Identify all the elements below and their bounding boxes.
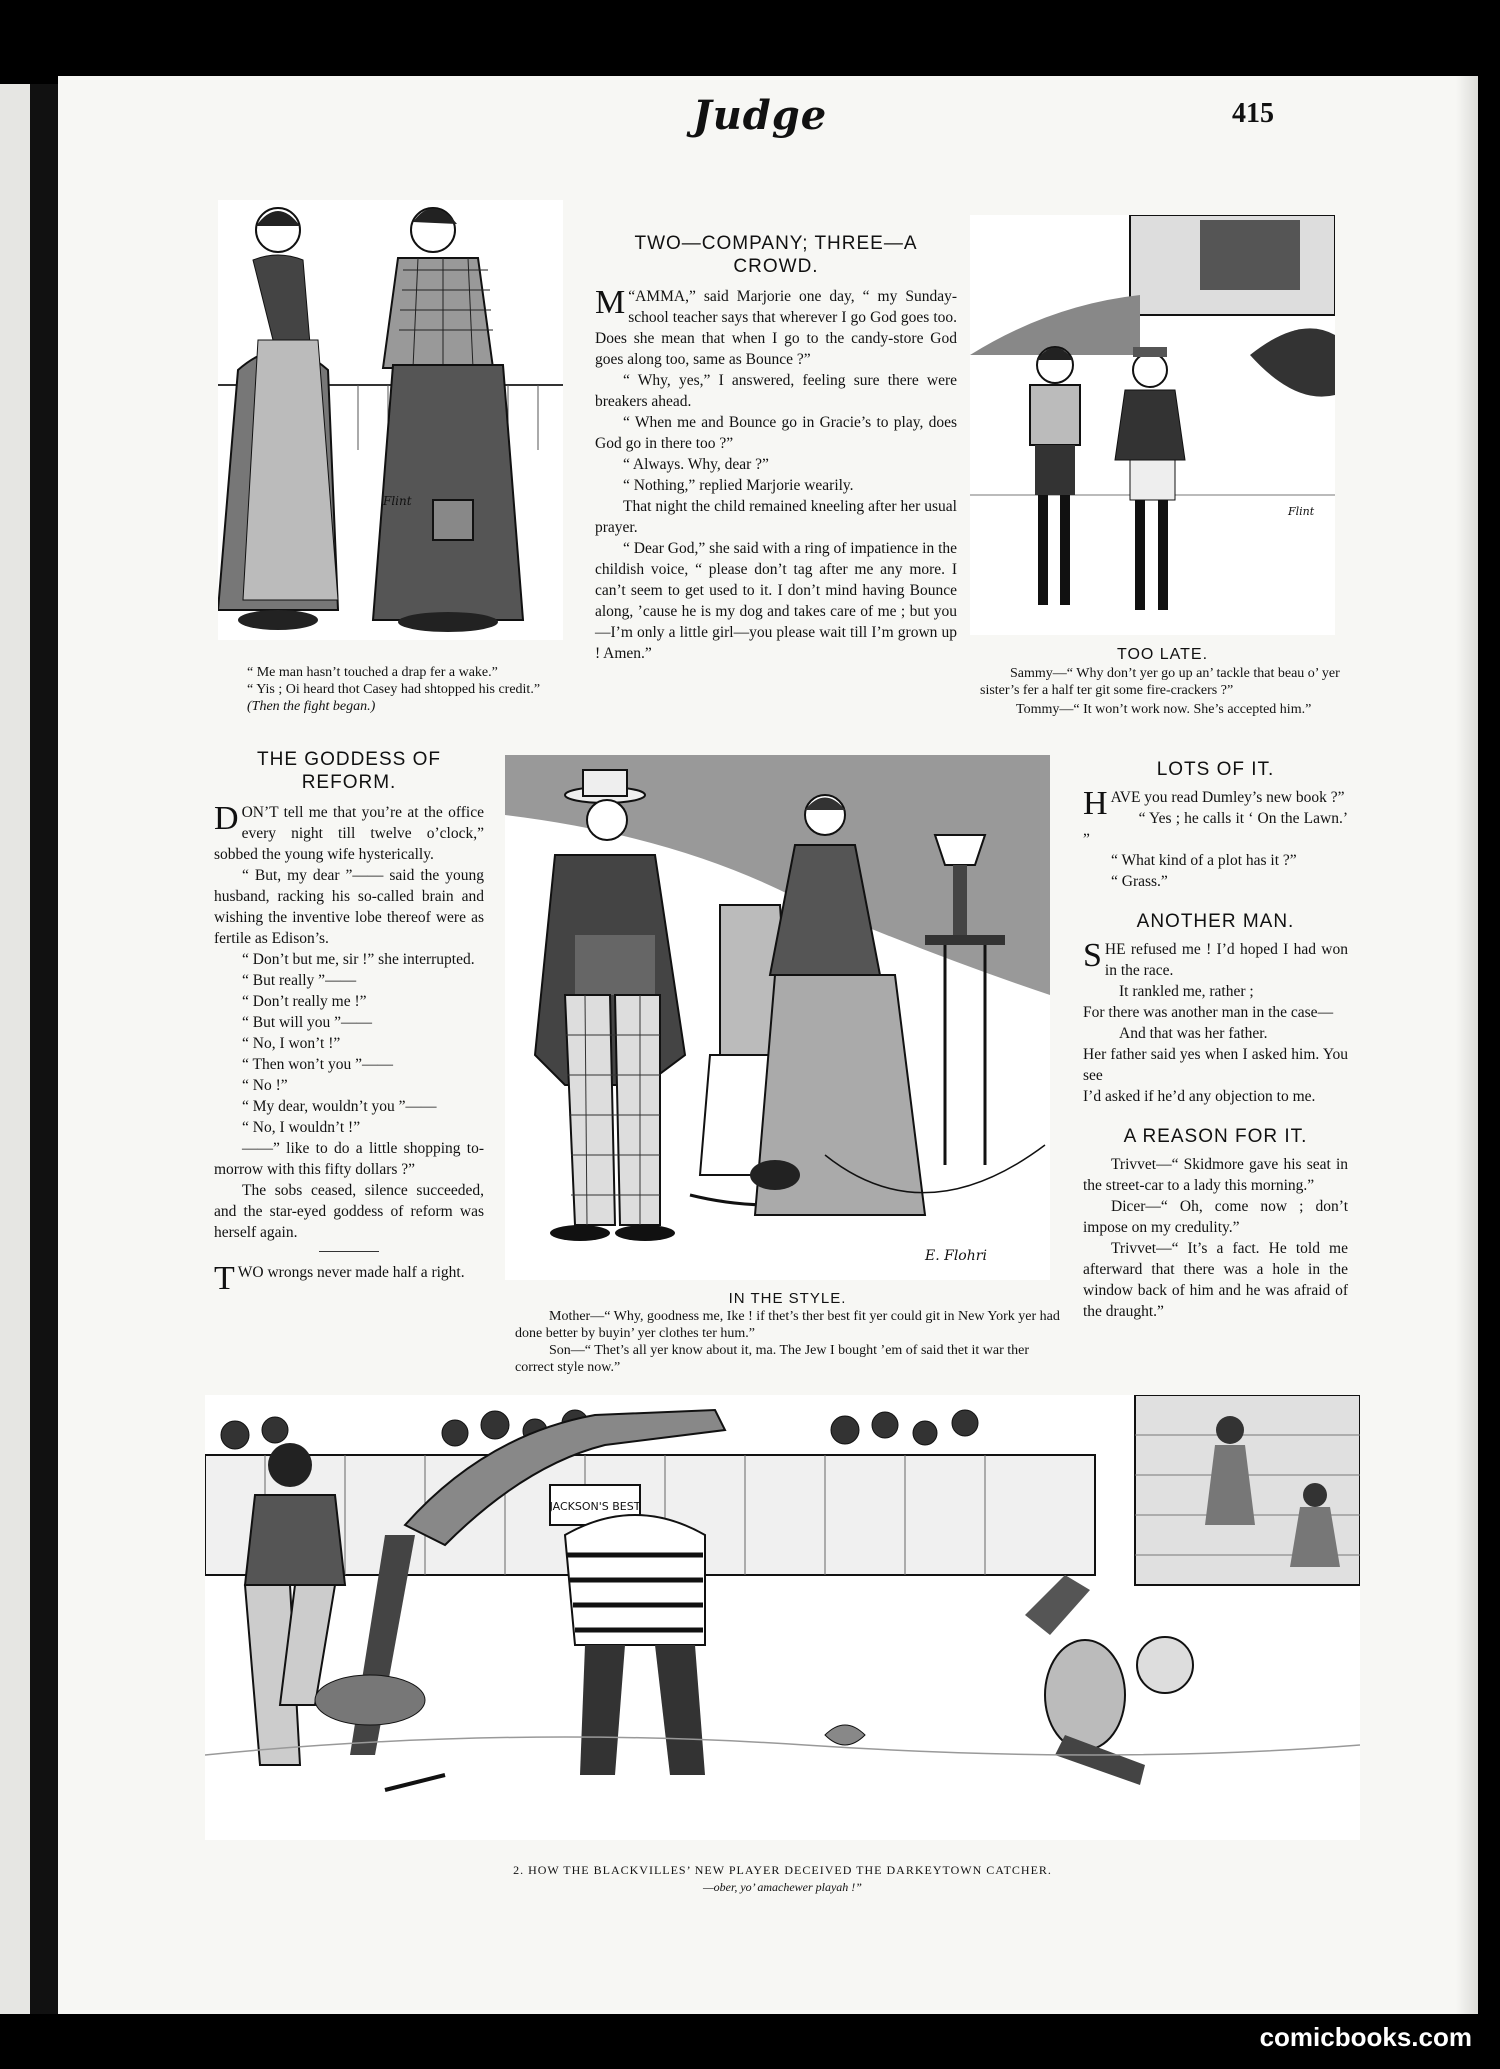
two-boys-cartoon [970, 215, 1335, 635]
poem-line: I’d asked if he’d any objection to me. [1083, 1088, 1316, 1105]
lots-of-it-title: LOTS OF IT. [1156, 759, 1275, 780]
poem-line: For there was another man in the case— [1083, 1004, 1334, 1021]
lots-of-it-paragraph: HAVE you read Dumley’s new book ?” [1083, 785, 1345, 822]
jacksons-best-sign: JACKSON'S BEST [549, 1500, 641, 1513]
baseball-illustration [205, 1395, 1360, 1840]
too-late-line: Sammy—“ Why don’t yer go up an’ tackle that beau o’ yer sister’s fer a half ter git some fire-crackers ?” [980, 666, 1340, 698]
dropcap: H [1083, 785, 1108, 822]
in-the-style-line: Son—“ Thet’s all yer know about it, ma. The Jew I bought ’em of said thet it war ther correct style now.” [515, 1343, 1030, 1375]
poem-line: SHE refused me ! I’d hoped I had won in the race. [1083, 937, 1348, 979]
goddess-paragraph: “ Then won’t you ”—— [242, 1056, 393, 1073]
baseball-cartoon [205, 1395, 1360, 1840]
reason-paragraph: Dicer—“ Oh, come now ; don’t impose on my credulity.” [1083, 1198, 1348, 1236]
scan-binding-shadow [30, 84, 58, 2014]
goddess-paragraph: “ But, my dear ”—— said the young husband, racking his so-called brain and wishing the inventive lobe thereof were as fertile as Edison’s. [214, 867, 484, 947]
goddess-article [214, 748, 484, 1297]
dropcap: D [214, 800, 239, 837]
section-divider [319, 1251, 379, 1252]
in-the-style-title: IN THE STYLE. [728, 1290, 847, 1307]
two-company-paragraph: M “AMMA,” said Marjorie one day, “ my Sunday-school teacher says that wherever I go God goes too. Does she mean that when I go to the candy-store God goes along too, same as Bounce ?” [595, 284, 957, 368]
two-company-paragraph: “ Always. Why, dear ?” [623, 456, 769, 473]
goddess-paragraph: “ No, I wouldn’t !” [242, 1119, 361, 1136]
two-company-paragraph: “ Dear God,” she said with a ring of impatience in the childish voice, “ please don’t tag after me any more. I can’t seem to get used to it. I don’t mind having Bounce along, ’cause he is my dog and takes care of me ; but you—I’m only a little girl—you please wait till I’m grown up ! Amen.” [595, 540, 957, 662]
two-company-body [595, 286, 957, 664]
dropcap: T [214, 1260, 235, 1297]
two-company-title: TWO—COMPANY; THREE—A CROWD. [634, 233, 918, 277]
svg-text:E. Flohri: E. Flohri [925, 1248, 987, 1264]
goddess-paragraph: “ Don’t but me, sir !” she interrupted. [242, 951, 475, 968]
baseball-caption-line: 2. HOW THE BLACKVILLES’ NEW PLAYER DECEIVED THE DARKEYTOWN CATCHER. [513, 1863, 1052, 1877]
another-man-title: ANOTHER MAN. [1136, 911, 1295, 932]
goddess-paragraph: “ But will you ”—— [242, 1014, 373, 1031]
reason-body [1083, 1154, 1348, 1322]
too-late-line: Tommy—“ It won’t work now. She’s accepted him.” [1016, 702, 1312, 717]
baseball-caption-line: —ober, yo’ amachewer playah !” [703, 1880, 862, 1894]
in-the-style-illustration [505, 755, 1050, 1280]
poem-line: It rankled me, rather ; [1119, 983, 1254, 1000]
in-the-style-cartoon [505, 755, 1050, 1280]
goddess-body [214, 802, 484, 1243]
in-the-style-block [515, 1289, 1060, 1376]
two-company-paragraph: “ When me and Bounce go in Gracie’s to play, does God go in there too ?” [595, 414, 957, 452]
caption-line: “ Me man hasn’t touched a drap fer a wake.” [247, 665, 498, 680]
caption-italic-line: (Then the fight began.) [247, 699, 376, 714]
two-company-paragraph: That night the child remained kneeling after her usual prayer. [595, 498, 957, 536]
page-number: 415 [1232, 98, 1274, 129]
lots-of-it-article [1083, 758, 1348, 1322]
masthead: Judge [692, 92, 828, 139]
lots-of-it-paragraph: “ Yes ; he calls it ‘ On the Lawn.’ ” [1083, 810, 1348, 848]
poem-line: And that was her father. [1119, 1025, 1268, 1042]
page-edge-shadow [1456, 76, 1478, 2014]
two-women-illustration [218, 200, 563, 640]
lots-of-it-body [1083, 787, 1348, 892]
goddess-paragraph: The sobs ceased, silence succeeded, and the star-eyed goddess of reform was herself again. [214, 1182, 484, 1241]
goddess-paragraph: “ No, I won’t !” [242, 1035, 341, 1052]
reason-paragraph: Trivvet—“ Skidmore gave his seat in the street-car to a lady this morning.” [1083, 1156, 1348, 1194]
too-late-block [980, 645, 1345, 718]
watermark: comicbooks.com [1259, 2022, 1472, 2052]
two-company-article [595, 232, 957, 664]
dropcap: S [1083, 937, 1102, 974]
goddess-paragraph: DON’T tell me that you’re at the office every night till twelve o’clock,” sobbed the young wife hysterically. [214, 800, 484, 863]
svg-text:Flint: Flint [1288, 505, 1315, 518]
caption-line: “ Yis ; Oi heard thot Casey had shtopped his credit.” [247, 682, 541, 697]
two-boys-illustration [970, 215, 1335, 635]
goddess-paragraph: “ No !” [242, 1077, 288, 1094]
dropcap: M [595, 284, 626, 321]
lots-of-it-paragraph: “ What kind of a plot has it ?” [1111, 852, 1297, 869]
goddess-paragraph: ——” like to do a little shopping to-morrow with this fifty dollars ?” [214, 1140, 484, 1178]
reason-paragraph: Trivvet—“ It’s a fact. He told me afterward that there was a hole in the window back of him and he was afraid of the draught.” [1083, 1240, 1348, 1320]
two-company-paragraph: “ Nothing,” replied Marjorie wearily. [623, 477, 854, 494]
in-the-style-line: Mother—“ Why, goodness me, Ike ! if thet’s ther best fit yer could git in New York yer had done better by buyin’ yer clothes ter hum.” [515, 1309, 1060, 1341]
too-late-title: TOO LATE. [1116, 646, 1209, 663]
two-wrongs-text: TWO wrongs never made half a right. [214, 1260, 465, 1297]
reason-title: A REASON FOR IT. [1123, 1126, 1308, 1147]
goddess-paragraph: “ Don’t really me !” [242, 993, 367, 1010]
poem-line: Her father said yes when I asked him. You see [1083, 1046, 1348, 1084]
baseball-caption [205, 1862, 1360, 1896]
lots-of-it-paragraph: “ Grass.” [1111, 873, 1168, 890]
goddess-paragraph: “ My dear, wouldn’t you ”—— [242, 1098, 437, 1115]
another-man-poem [1083, 939, 1348, 1107]
two-wrongs-filler [214, 1260, 484, 1297]
two-women-caption [213, 664, 575, 715]
two-women-cartoon [218, 200, 563, 640]
goddess-paragraph: “ But really ”—— [242, 972, 357, 989]
goddess-title: THE GODDESS OF REFORM. [257, 749, 441, 793]
two-company-paragraph: “ Why, yes,” I answered, feeling sure there were breakers ahead. [595, 372, 957, 410]
svg-text:Flint: Flint [383, 494, 412, 508]
